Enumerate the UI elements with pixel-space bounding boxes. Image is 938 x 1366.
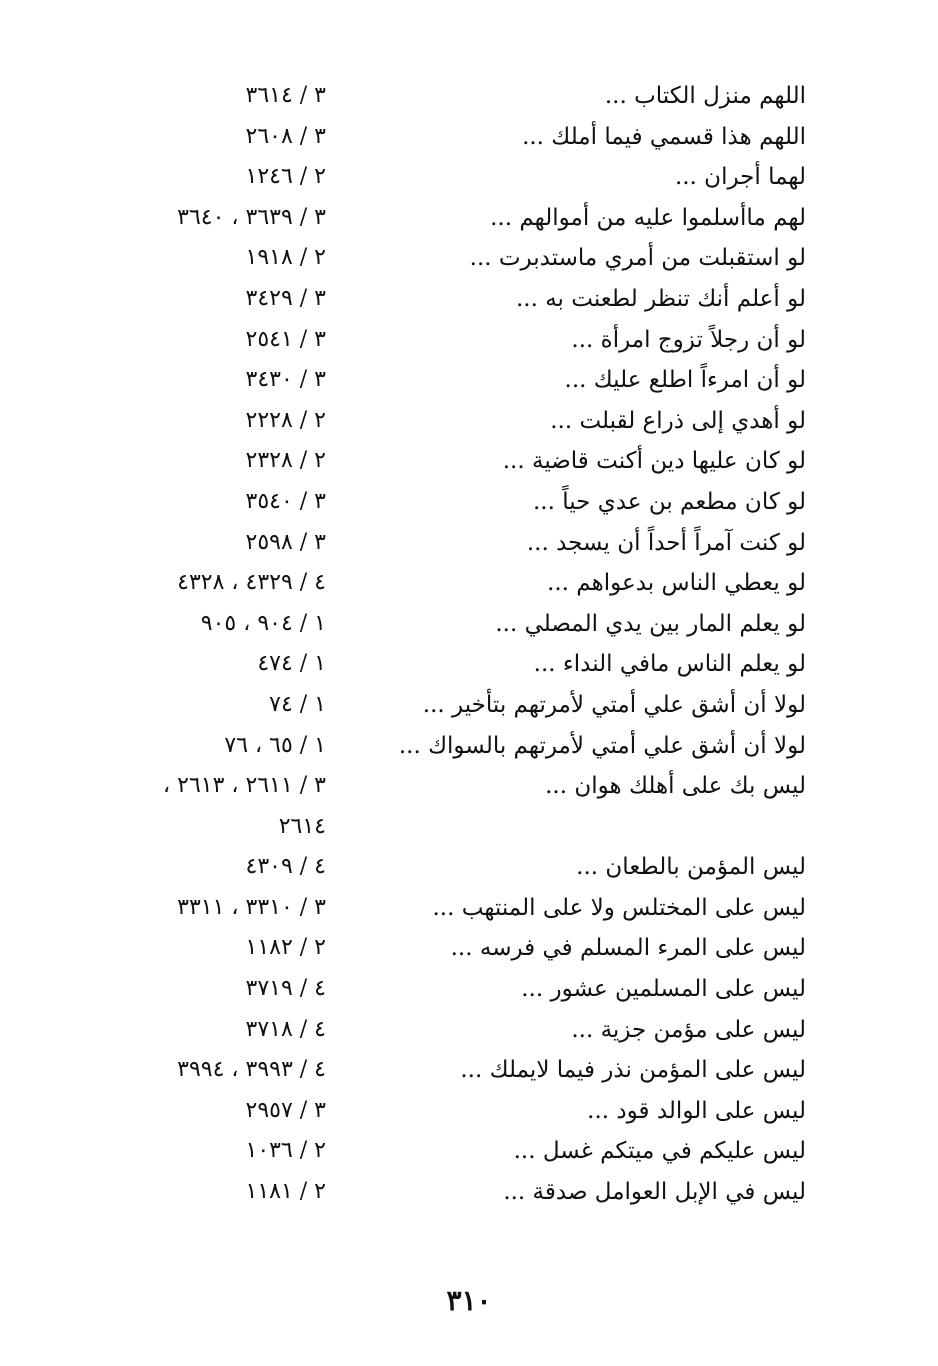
volume-number-reference: ٣ / ٣٦٣٩ ، ٣٦٤٠ xyxy=(177,204,326,230)
index-entry xyxy=(0,607,938,648)
hadith-phrase: ليس على المرء المسلم في فرسه ... xyxy=(450,935,806,962)
index-entry xyxy=(0,729,938,770)
hadith-phrase: ليس في الإبل العوامل صدقة ... xyxy=(503,1179,806,1206)
hadith-phrase: لو يعلم المار بين يدي المصلي ... xyxy=(495,610,806,637)
hadith-phrase: ليس المؤمن بالطعان ... xyxy=(576,854,806,881)
volume-number-reference: ٣ / ٣٣١٠ ، ٣٣١١ xyxy=(177,894,326,920)
index-entry xyxy=(0,201,938,242)
volume-number-reference: ٢ / ٢٣٢٨ xyxy=(245,448,326,474)
index-entry xyxy=(0,1175,938,1216)
volume-number-reference: ١ / ٩٠٤ ، ٩٠٥ xyxy=(200,610,326,636)
index-entry xyxy=(0,363,938,404)
volume-number-reference: ٣ / ٢٥٩٨ xyxy=(245,529,326,555)
index-entry xyxy=(0,688,938,729)
index-entry xyxy=(0,566,938,607)
index-entry xyxy=(0,769,938,810)
hadith-phrase: لو أعلم أنك تنظر لطعنت به ... xyxy=(515,285,806,312)
volume-number-reference: ٣ / ٢٦١١ ، ٢٦١٣ ، xyxy=(163,773,326,799)
volume-number-reference: ١ / ٤٧٤ xyxy=(257,651,326,677)
volume-number-reference: ٢ / ١١٨٢ xyxy=(245,935,326,961)
hadith-phrase: ليس على المختلس ولا على المنتهب ... xyxy=(432,894,806,921)
hadith-phrase: ليس عليكم في ميتكم غسل ... xyxy=(513,1138,806,1165)
hadith-phrase: لو كنت آمراً أحداً أن يسجد ... xyxy=(526,529,806,556)
index-entry xyxy=(0,444,938,485)
hadith-phrase: ليس على المسلمين عشور ... xyxy=(521,976,806,1003)
volume-number-reference: ٤ / ٤٣٢٩ ، ٤٣٢٨ xyxy=(177,570,326,596)
index-entry xyxy=(0,1053,938,1094)
index-entry-continuation xyxy=(0,810,938,851)
hadith-phrase: ليس بك على أهلك هوان ... xyxy=(545,773,806,800)
volume-number-reference: ٤ / ٣٧١٩ xyxy=(245,976,326,1002)
hadith-phrase: لهم ماأسلموا عليه من أموالهم ... xyxy=(490,204,806,231)
index-entry xyxy=(0,485,938,526)
volume-number-reference: ٣ / ٣٤٢٩ xyxy=(245,285,326,311)
index-entry xyxy=(0,323,938,364)
hadith-phrase: اللهم منزل الكتاب ... xyxy=(604,83,806,109)
hadith-phrase: لو يعطي الناس بدعواهم ... xyxy=(547,570,806,597)
index-entry xyxy=(0,282,938,323)
volume-number-reference: ٣ / ٢٩٥٧ xyxy=(245,1097,326,1123)
hadith-phrase: لو كان عليها دين أكنت قاضية ... xyxy=(502,448,806,475)
hadith-phrase: ليس على المؤمن نذر فيما لايملك ... xyxy=(460,1057,806,1084)
hadith-phrase: ليس على الوالد قود ... xyxy=(587,1097,806,1124)
volume-number-reference: ٢ / ١١٨١ xyxy=(245,1179,326,1205)
index-entry xyxy=(0,850,938,891)
hadith-phrase: لولا أن أشق علي أمتي لأمرتهم بالسواك ... xyxy=(398,732,806,759)
hadith-phrase: ليس على مؤمن جزية ... xyxy=(571,1016,806,1043)
volume-number-reference: ٣ / ٣٥٤٠ xyxy=(245,488,326,514)
hadith-phrase: لو أن رجلاً تزوج امرأة ... xyxy=(571,326,806,353)
index-entry xyxy=(0,891,938,932)
volume-number-reference: ٢ / ١٩١٨ xyxy=(245,245,326,271)
volume-number-reference: ٢ / ١٢٤٦ xyxy=(245,164,326,190)
index-entry xyxy=(0,120,938,161)
hadith-phrase: لو كان مطعم بن عدي حياً ... xyxy=(532,488,806,515)
hadith-phrase: اللهم هذا قسمي فيما أملك ... xyxy=(522,123,806,150)
volume-number-reference: ٣ / ٣٤٣٠ xyxy=(245,367,326,393)
volume-number-reference: ٢ / ١٠٣٦ xyxy=(245,1138,326,1164)
index-entry xyxy=(0,160,938,201)
hadith-phrase: لو استقبلت من أمري ماستدبرت ... xyxy=(469,245,806,272)
index-entry xyxy=(0,241,938,282)
index-entry xyxy=(0,404,938,445)
volume-number-reference: ٣ / ٢٦٠٨ xyxy=(245,123,326,149)
volume-number-reference: ١ / ٦٥ ، ٧٦ xyxy=(224,732,326,758)
hadith-phrase: لو أن امرءاً اطلع عليك ... xyxy=(564,367,806,394)
volume-number-reference: ٢ / ٢٢٢٨ xyxy=(245,407,326,433)
volume-number-reference: ٢٦١٤ xyxy=(278,813,326,839)
volume-number-reference: ١ / ٧٤ xyxy=(269,691,326,717)
hadith-phrase: لو أهدي إلى ذراع لقبلت ... xyxy=(550,407,806,434)
hadith-phrase: لولا أن أشق علي أمتي لأمرتهم بتأخير ... xyxy=(422,691,806,718)
volume-number-reference: ٣ / ٢٥٤١ xyxy=(245,326,326,352)
hadith-index-list xyxy=(0,79,938,1216)
hadith-phrase: لو يعلم الناس مافي النداء ... xyxy=(533,651,806,678)
index-entry xyxy=(0,1134,938,1175)
hadith-phrase: لهما أجران ... xyxy=(674,164,806,191)
index-entry xyxy=(0,972,938,1013)
index-entry xyxy=(0,647,938,688)
volume-number-reference: ٤ / ٤٣٠٩ xyxy=(245,854,326,880)
index-entry xyxy=(0,931,938,972)
index-entry xyxy=(0,79,938,120)
volume-number-reference: ٤ / ٣٧١٨ xyxy=(245,1016,326,1042)
volume-number-reference: ٣ / ٣٦١٤ xyxy=(245,83,326,108)
index-entry xyxy=(0,526,938,567)
index-entry xyxy=(0,1013,938,1054)
index-entry xyxy=(0,1094,938,1135)
volume-number-reference: ٤ / ٣٩٩٣ ، ٣٩٩٤ xyxy=(177,1057,326,1083)
page-number: ٣١٠ xyxy=(446,1284,492,1317)
